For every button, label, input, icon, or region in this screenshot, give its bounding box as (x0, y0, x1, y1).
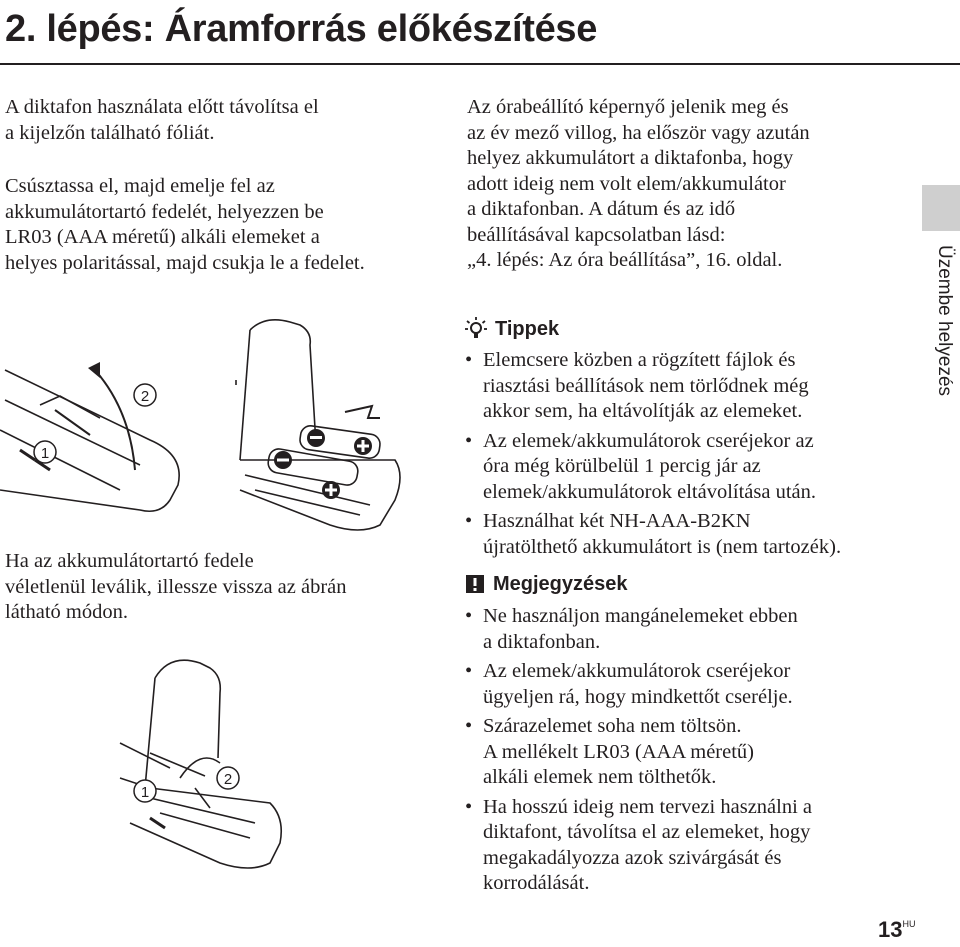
list-item (465, 714, 812, 791)
step-2-marker (134, 384, 156, 406)
tips-title-text: Tippek (495, 318, 560, 340)
text-line: A mellékelt LR03 (AAA méretű) (483, 740, 754, 763)
step-2-marker (217, 767, 239, 789)
text-line: helyes polaritással, majd csukja le a fedelet. (5, 251, 365, 274)
text-line: • Ne használjon mangánelemeket ebben (483, 605, 798, 627)
list-item (465, 795, 812, 897)
clock-setting-paragraph (467, 95, 810, 274)
list-item (465, 509, 841, 560)
text-line: „4. lépés: Az óra beállítása”, 16. oldal. (467, 249, 783, 271)
text-line: • Elemcsere közben a rögzített fájlok és (483, 349, 796, 371)
notes-title-text: Megjegyzések (493, 573, 628, 595)
text-line: diktafont, távolítsa el az elemeket, hogy (483, 821, 811, 843)
cover-detached-paragraph (5, 549, 347, 626)
text-line: óra még körülbelül 1 percig jár az (483, 455, 761, 477)
list-item (465, 429, 841, 506)
text-line: A diktafon használata előtt távolítsa el (5, 96, 319, 118)
list-item (465, 348, 841, 425)
text-line: alkáli elemek nem tölthetők. (483, 766, 717, 788)
lightbulb-icon (465, 317, 487, 341)
text-line: akkumulátortartó fedelét, helyezzen be (5, 200, 324, 223)
svg-text:1: 1 (140, 784, 150, 801)
text-line: látható módon. (5, 601, 128, 623)
step-1-marker (34, 441, 56, 463)
text-line: ügyeljen rá, hogy mindkettőt cserélje. (483, 685, 793, 708)
text-line: riasztási beállítások nem törlődnek még (483, 374, 809, 397)
svg-text:2: 2 (140, 388, 150, 405)
notes-title (465, 571, 628, 597)
cover-reattach-illustration (110, 648, 410, 888)
tips-list (465, 348, 841, 564)
page-number-value: 13 (878, 917, 903, 942)
section-tab (922, 185, 960, 231)
text-line: • Az elemek/akkumulátorok cseréjekor az (483, 429, 814, 452)
heading-rule (0, 63, 960, 65)
list-item (465, 604, 812, 655)
battery-insert-illustration (0, 300, 420, 540)
text-line: • Használhat két NH-AAA-B2KN (483, 510, 751, 532)
text-line: az év mező villog, ha először vagy azután (467, 121, 810, 144)
text-line: akkor sem, ha eltávolítják az elemeket. (483, 400, 803, 422)
text-line: beállításával kapcsolatban lásd: (467, 223, 726, 246)
text-line: a kijelzőn található fóliát. (5, 121, 215, 144)
text-line: helyez akkumulátort a diktafonba, hogy (467, 147, 794, 169)
text-line: • Az elemek/akkumulátorok cseréjekor (483, 660, 791, 682)
text-line: újratölthető akkumulátort is (nem tartozék). (483, 535, 842, 558)
page-language-code: HU (902, 919, 916, 929)
page-heading: 2. lépés: Áramforrás előkészítése (5, 8, 598, 50)
text-line: Csúsztassa el, majd emelje fel az (5, 175, 275, 197)
text-line: • Ha hosszú ideig nem tervezi használni a (483, 795, 813, 818)
svg-text:2: 2 (223, 771, 233, 788)
text-line: elemek/akkumulátorok eltávolítása után. (483, 480, 817, 503)
text-line: korrodálását. (483, 872, 590, 894)
text-line: LR03 (AAA méretű) alkáli elemeket a (5, 226, 320, 248)
svg-text:1: 1 (40, 445, 50, 462)
text-line: a diktafonban. A dátum és az idő (467, 198, 736, 220)
section-side-label: Üzembe helyezés (934, 245, 955, 397)
text-line: adott ideig nem volt elem/akkumulátor (467, 172, 786, 195)
text-line: Ha az akkumulátortartó fedele (5, 550, 254, 572)
page-number (878, 917, 915, 943)
step-1-marker (134, 780, 156, 802)
text-line: Az órabeállító képernyő jelenik meg és (467, 96, 789, 118)
list-item (465, 659, 812, 710)
text-line: véletlenül leválik, illessze vissza az ábrán (5, 575, 347, 598)
tips-title (465, 316, 559, 342)
insert-battery-paragraph (5, 174, 365, 276)
intro-paragraph (5, 95, 319, 146)
note-icon (465, 574, 485, 594)
notes-list (465, 604, 812, 901)
text-line: • Szárazelemet soha nem töltsön. (483, 715, 742, 737)
text-line: a diktafonban. (483, 630, 601, 653)
text-line: megakadályozza azok szivárgását és (483, 846, 782, 869)
